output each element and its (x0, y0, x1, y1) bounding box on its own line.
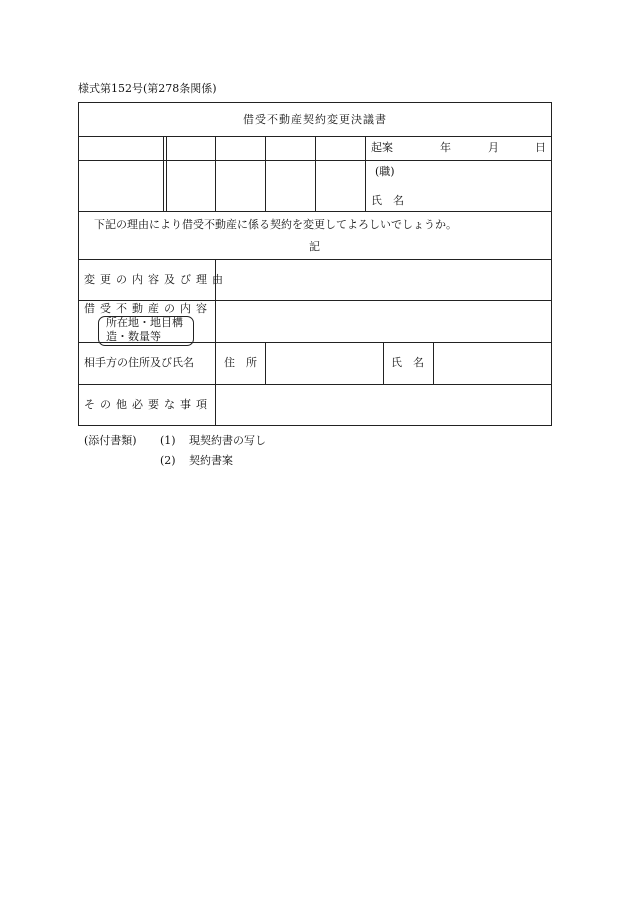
attachment-1-text: 現契約書の写し (189, 434, 266, 447)
ki-label: 記 (309, 240, 320, 253)
attachments-label: (添付書類) (84, 434, 137, 447)
draft-label: 起案 (371, 141, 393, 154)
form-label: 様式第152号(第278条関係) (78, 82, 217, 95)
address-label: 住 所 (224, 356, 257, 369)
property-note-line1: 所在地・地目構 (106, 316, 183, 329)
attachment-2-text: 契約書案 (189, 454, 233, 467)
form-title: 借受不動産契約変更決議書 (243, 113, 387, 126)
attachment-2-number: (2) (160, 454, 176, 467)
counterparty-name-label: 氏 名 (391, 356, 424, 369)
counterparty-label: 相手方の住所及び氏名 (84, 356, 194, 369)
change-details-label: 変更の内容及び理由 (84, 273, 228, 286)
property-details-label: 借受不動産の内容 (84, 302, 212, 315)
request-text: 下記の理由により借受不動産に係る契約を変更してよろしいでしょうか。 (94, 218, 457, 231)
attachment-1-number: (1) (160, 434, 176, 447)
other-label: その他必要な事項 (84, 398, 212, 411)
year-label: 年 (440, 141, 451, 154)
month-label: 月 (488, 141, 499, 154)
position-label: (職) (375, 165, 395, 178)
property-note-line2: 造・数量等 (106, 330, 161, 343)
approver-name-label: 氏 名 (371, 194, 404, 207)
day-label: 日 (535, 141, 546, 154)
